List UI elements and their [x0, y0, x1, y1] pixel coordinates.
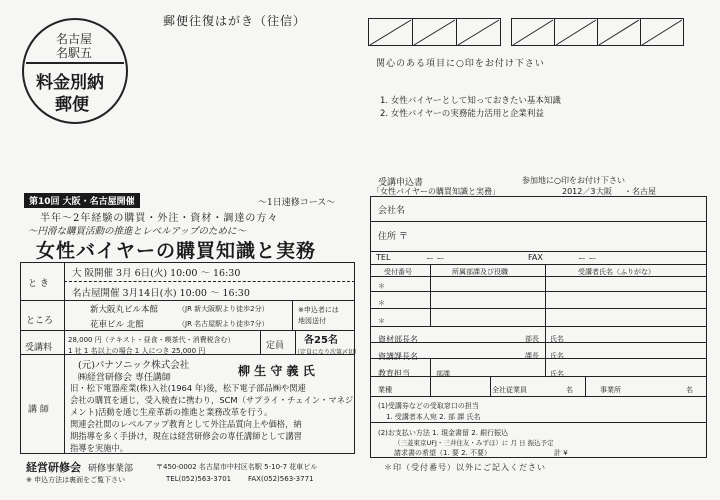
- card-header: 郵便往復はがき（往信）: [163, 14, 307, 28]
- tel-label: TEL: [376, 253, 391, 262]
- col-number: 受付番号: [384, 268, 412, 276]
- interest-heading: 関心のある項目に○印をお付け下さい: [376, 59, 545, 69]
- lecturer-org-2: ㈱経営研修会 専任講師: [78, 373, 171, 383]
- seminar-title: 女性バイヤーの購買知識と実務: [36, 240, 317, 262]
- bio-line: メント)活動を通じ生産革新の推進と業務改革を行う。: [70, 407, 273, 417]
- postmark-stamp: [22, 18, 128, 124]
- venue-note-1: ※申込者には: [298, 306, 339, 314]
- interest-item-2: 2. 女性バイヤーの実務能力活用と企業利益: [380, 109, 544, 119]
- capacity-label: 定員: [266, 341, 285, 351]
- bio-line: 旧・松下電器産業(株)入社(1964 年)後，松下電子部品㈱や関連: [70, 383, 306, 393]
- name-label-3: 氏名: [550, 370, 564, 378]
- bio-line: 指導を実施中。: [70, 443, 129, 453]
- bio-line: 会社の購買を通じ，受入検査に携わり，SCM（サプライ・チェイン・マネジ: [70, 395, 354, 405]
- form-city-2: ・名古屋: [624, 187, 656, 196]
- lecturer-label: 講 師: [28, 405, 49, 415]
- organizer-tel: TEL(052)563-3701: [166, 475, 232, 483]
- bio-line: 期指導を多く手掛け，現在は経営研修会の専任講師として講習: [70, 431, 302, 441]
- company-label: 会社名: [378, 206, 406, 216]
- seminar-tagline: 〜円滑な購買活動の推進とレベルアップのために〜: [28, 226, 246, 237]
- row-mark-2: ＊: [378, 299, 385, 307]
- organizer-note: ※ 申込方法は裏面をご覧下さい: [26, 476, 126, 484]
- col-dept: 所属部課及び役職: [452, 268, 508, 276]
- dept-label: 部課: [436, 370, 450, 378]
- row-mark-1: ＊: [378, 282, 385, 290]
- fee-label: 受講料: [25, 343, 53, 353]
- invoice-line: 請求書の希望（1. 要 2. 不要）: [394, 449, 492, 457]
- venue-2: 花車ビル 北館: [90, 320, 144, 330]
- where-label: ところ: [26, 316, 54, 326]
- bio-line: 関連会社間のレベルアップ教育として外注品質向上や価格，納: [70, 419, 302, 429]
- capacity-value: 各25名: [304, 335, 338, 346]
- education-label: 教育担当: [378, 369, 410, 378]
- lecturer-name: 柳 生 守 義 氏: [238, 364, 315, 378]
- fee-line-1: 28,000 円（テキスト・昼食・喫茶代・消費税含む）: [68, 336, 235, 344]
- organizer-name: 経営研修会: [26, 461, 81, 474]
- organizer-address: 〒450-0002 名古屋市中村区名駅 5-10-7 花車ビル: [156, 463, 318, 471]
- fee-line-2: 1 社 1 名以上の場合 1 人につき 25,000 円: [68, 347, 206, 355]
- purchasing-chief-label: 資材部長名: [378, 335, 418, 344]
- name-label-1: 氏名: [550, 335, 564, 343]
- venue-1: 新大阪丸ビル本館: [90, 305, 159, 315]
- organizer-dept: 研修事業部: [88, 464, 134, 474]
- lecturer-org-1: (元)パナソニック株式会社: [78, 360, 190, 371]
- seminar-badge: 第10回 大阪・名古屋開催: [24, 193, 140, 208]
- bank-line: （三菱東京UFJ・三井住友・みずほ）に 月 日 振込予定: [394, 439, 554, 447]
- venue-2-access: （JR 名古屋駅より徒歩7分）: [178, 320, 269, 328]
- lecturer-bio: [70, 382, 354, 454]
- col-name: 受講者氏名（ふりがな）: [578, 268, 655, 276]
- row-mark-3: ＊: [378, 317, 385, 325]
- postmark-line2: 名駅五: [56, 46, 93, 60]
- tel-dash: ー ー: [426, 254, 445, 263]
- purchasing-section-label: 資講課長名: [378, 352, 418, 361]
- chief-label: 課長: [525, 352, 539, 360]
- form-city-1: 大阪: [596, 187, 612, 196]
- fax-dash: ー ー: [578, 254, 597, 263]
- office-label: 事業所: [600, 386, 621, 394]
- industry-label: 業種: [378, 386, 392, 394]
- section-label: 部長: [525, 335, 539, 343]
- name-label-2: 氏名: [550, 352, 564, 360]
- venue-1-access: （JR 新大阪駅より徒歩2分）: [178, 305, 269, 313]
- contact-heading: (1)受講券などの受取窓口の担当: [378, 402, 479, 410]
- fax-label: FAX: [528, 253, 543, 262]
- total-line: 計 ¥: [554, 449, 568, 457]
- contact-line: 1. 受講者本人宛 2. 部 課 氏名: [386, 413, 481, 421]
- form-mark-note: 参加地に○印をお付け下さい: [522, 176, 625, 185]
- when-label: と き: [28, 279, 49, 289]
- organizer-fax: FAX(052)563-3771: [248, 475, 314, 483]
- postmark-line1: 名古屋: [56, 32, 93, 46]
- osaka-date: 大 阪開催 3月 6日(火) 10:00 〜 16:30: [72, 268, 241, 279]
- postmark-line4: 郵便: [55, 95, 89, 115]
- person-unit-2: 名: [686, 386, 693, 394]
- form-footer-note: ＊印（受付番号）以外にご記入ください: [384, 463, 546, 472]
- seminar-course: 〜1日速修コース〜: [258, 198, 336, 208]
- postal-code-boxes: [368, 18, 708, 48]
- nagoya-date: 名古屋開催 3月14日(水) 10:00 〜 16:30: [72, 288, 250, 299]
- form-title: 受講申込書: [378, 178, 424, 188]
- person-unit: 名: [566, 386, 573, 394]
- form-date: 2012／3: [562, 187, 596, 196]
- address-label: 住所 〒: [378, 232, 408, 242]
- seminar-subtitle: 半年〜2年経験の購買・外注・資材・調達の方々: [40, 213, 279, 224]
- venue-note-2: 地図送付: [298, 317, 326, 325]
- postmark-line3: 料金別納: [36, 73, 104, 93]
- payment-methods: (2)お支払い方法 1. 現金書留 2. 銀行振込: [378, 429, 509, 437]
- capacity-note: （定員になり次第〆切）: [294, 349, 361, 356]
- form-course-name: 「女性バイヤーの購買知識と実務」: [372, 187, 500, 196]
- employees-label: 全社従業員: [492, 386, 527, 394]
- interest-item-1: 1. 女性バイヤーとして知っておきたい基本知識: [380, 96, 561, 106]
